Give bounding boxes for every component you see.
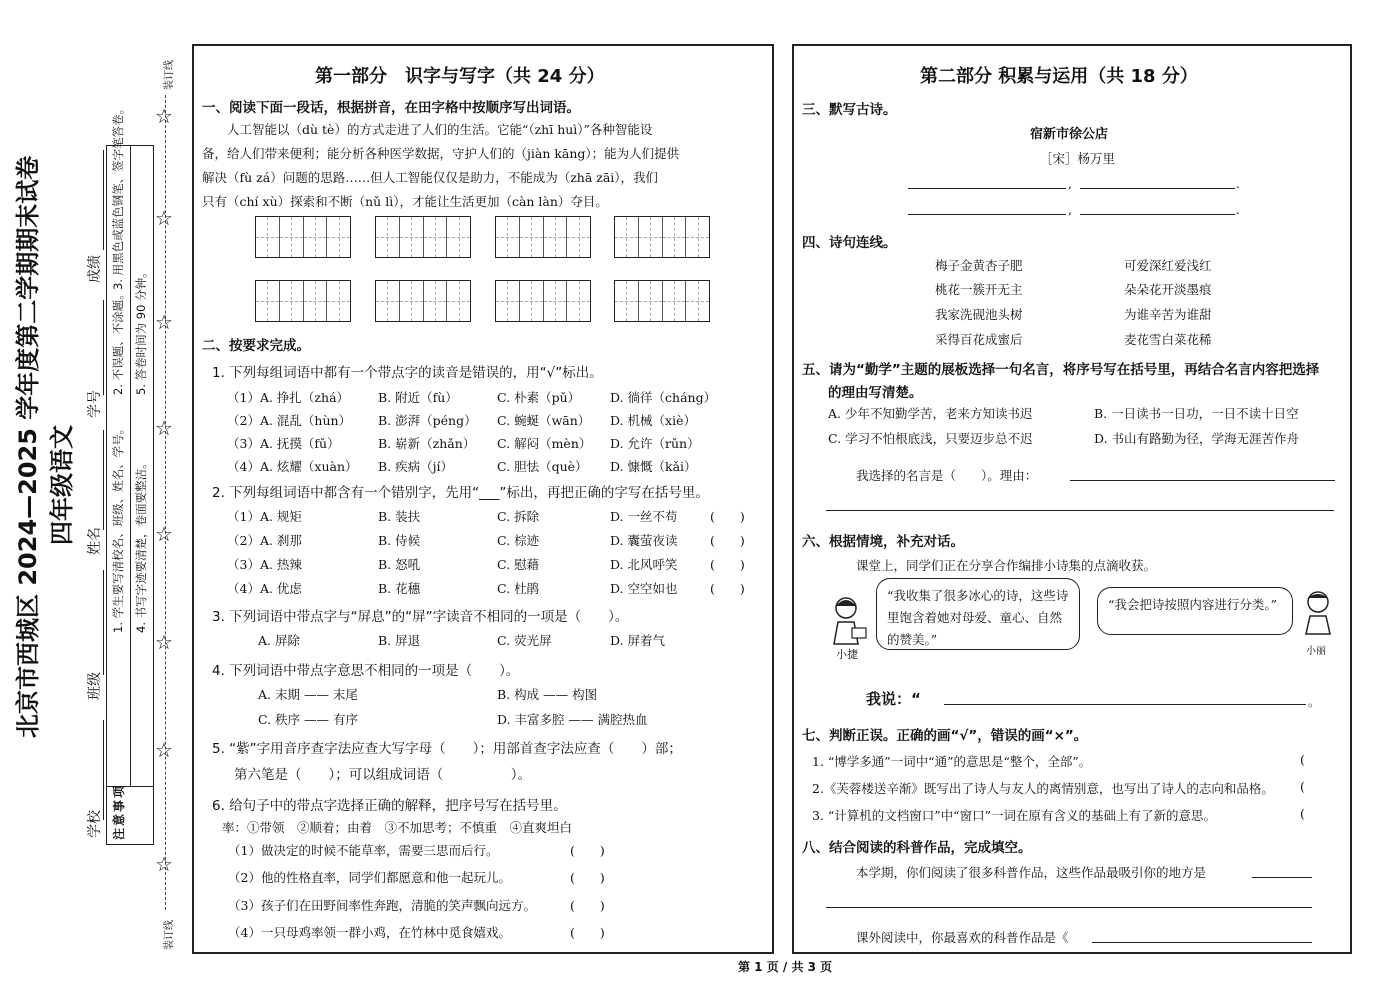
- binding-label-top: 装订线: [164, 60, 175, 90]
- i-say-label: 我说：“: [866, 690, 921, 708]
- part2-title: 第二部分 积累与运用（共 18 分）: [920, 66, 1198, 87]
- q5-option: C. 学习不怕根底浅，只要迈步总不迟: [828, 431, 1033, 446]
- q2-2-option: C. 慰藉: [497, 557, 540, 572]
- poem-line-right[interactable]: 可爱深红爱浅红: [1124, 258, 1212, 273]
- notice-item: 4. 书写字迹要清楚，卷面要整洁。: [134, 457, 148, 633]
- q8-prompt: 本学期，你们阅读了很多科普作品，这些作品最吸引你的地方是: [856, 865, 1207, 880]
- tianzige-box[interactable]: [255, 216, 351, 258]
- tianzige-box[interactable]: [375, 280, 471, 322]
- q2-3-option: B. 屏退: [378, 633, 421, 648]
- star-icon: ☆: [155, 852, 173, 876]
- q5-option: A. 少年不知勤学苦，老来方知读书迟: [828, 406, 1033, 421]
- exam-title: 北京市西城区 2024—2025 学年度第二学期期末试卷: [14, 155, 42, 738]
- q2-1-option: C. 朴素（pǔ）: [497, 390, 581, 405]
- q5-reason-blank[interactable]: [1070, 480, 1335, 481]
- class-label: 班级: [87, 672, 103, 700]
- q5-title-cont: 的理由写清楚。: [828, 385, 923, 401]
- answer-paren[interactable]: ( ): [710, 509, 745, 524]
- speaker-name-left: 小捷: [836, 648, 858, 661]
- poem-line-left[interactable]: 采得百花成蜜后: [935, 332, 1023, 347]
- tianzige-box[interactable]: [614, 216, 710, 258]
- tianzige-box[interactable]: [375, 216, 471, 258]
- q2-6-item: （4）一只母鸡率领一群小鸡，在竹林中觅食嬉戏。: [228, 925, 511, 940]
- answer-paren[interactable]: ( ): [570, 925, 605, 940]
- q2-1-option: B. 附近（fù）: [378, 390, 458, 405]
- q2-2-option: （2）A. 刹那: [227, 533, 302, 548]
- poem-line-right[interactable]: 为谁辛苦为谁甜: [1124, 307, 1212, 322]
- q1-passage-line: 只有（chí xù）探索和不断（nǔ lì），才能让生活更加（càn làn）夺目。: [202, 194, 608, 209]
- q7-item: 1. “博学多通”一词中“通”的意思是“整个，全部”。: [812, 754, 1092, 769]
- star-icon: ☆: [155, 522, 173, 546]
- poem-line-right[interactable]: 麦花雪白菜花稀: [1124, 332, 1212, 347]
- q5-option: B. 一日读书一日功，一日不读十日空: [1094, 406, 1299, 421]
- q2-1-option: B. 疾病（jí）: [378, 459, 454, 474]
- number-field[interactable]: [103, 300, 104, 395]
- q1-passage-line: 解决（fù zá）问题的思路……但人工智能仅仅是助力，不能成为（zhā zāi），我们: [202, 170, 659, 185]
- q2-1-title: 1. 下列每组词语中都有一个带点字的读音是错误的，用“√”标出。: [212, 365, 603, 381]
- notice-item: 5. 答卷时间为 90 分钟。: [134, 266, 148, 395]
- student-figure-icon: [826, 594, 872, 646]
- notice-item: 2. 不误题、不涂题。: [111, 288, 125, 395]
- speech-bubble-left: “我收集了很多冰心的诗，这些诗里饱含着她对母爱、童心、自然的赞美。”: [876, 578, 1080, 650]
- q2-2-option: （4）A. 优虑: [227, 581, 302, 596]
- tianzige-box[interactable]: [255, 280, 351, 322]
- number-label: 学号: [87, 390, 103, 418]
- q2-4-option: B. 构成 —— 构图: [497, 687, 598, 702]
- q8-blank[interactable]: [1092, 942, 1312, 943]
- poem-title: 宿新市徐公店: [1030, 127, 1109, 142]
- q4-title: 四、诗句连线。: [802, 235, 897, 251]
- star-icon: ☆: [155, 416, 173, 440]
- q7-item: 2.《芙蓉楼送辛渐》既写出了诗人与友人的离情别意，也写出了诗人的志向和品格。: [812, 781, 1274, 796]
- q2-6-item: （1）做决定的时候不能草率，需要三思而后行。: [228, 843, 499, 858]
- answer-paren[interactable]: ( ): [710, 533, 745, 548]
- q6-context: 课堂上，同学们正在分享合作编排小诗集的点滴收获。: [856, 558, 1157, 573]
- q2-2-option: B. 怒吼: [378, 557, 421, 572]
- q1-title: 一、阅读下面一段话，根据拼音，在田字格中按顺序写出词语。: [202, 100, 580, 116]
- school-field[interactable]: [103, 720, 104, 820]
- q2-1-option: C. 胆怯（què）: [497, 459, 588, 474]
- q5-reason-blank[interactable]: [826, 510, 1334, 511]
- q8-prompt: 课外阅读中，你最喜欢的科普作品是《: [856, 930, 1069, 945]
- school-label: 学校: [87, 810, 103, 838]
- i-say-blank[interactable]: [944, 704, 1306, 705]
- poem-line-left[interactable]: 梅子金黄杏子肥: [935, 258, 1023, 273]
- q2-5-line: 第六笔是（ ）；可以组成词语（ ）。: [234, 767, 531, 783]
- answer-paren[interactable]: (: [1300, 806, 1305, 821]
- page-number: 第 1 页 / 共 3 页: [738, 960, 833, 974]
- answer-paren[interactable]: ( ): [710, 557, 745, 572]
- q2-5-line: 5. “紫”字用音序查字法应查大写字母（ ）；用部首查字法应查（ ）部；: [212, 741, 682, 757]
- q2-2-option: D. 北风呼笑: [610, 557, 678, 572]
- q2-4-title: 4. 下列词语中带点字意思不相同的一项是（ ）。: [212, 663, 520, 679]
- q8-blank[interactable]: [1252, 877, 1312, 878]
- q2-2-option: （3）A. 热辣: [227, 557, 302, 572]
- answer-paren[interactable]: ( ): [710, 581, 745, 596]
- q2-2-title: 2. 下列每组词语中都含有一个错别字，先用“___”标出，再把正确的字写在括号里。: [212, 485, 709, 501]
- q6-title: 六、根据情境，补充对话。: [802, 534, 964, 550]
- q3-title: 三、默写古诗。: [802, 102, 897, 118]
- q2-2-option: D. 一丝不苟: [610, 509, 678, 524]
- star-icon: ☆: [155, 104, 173, 128]
- poem-line-left[interactable]: 桃花一簇开无主: [935, 282, 1023, 297]
- binding-label-bottom: 装订线: [164, 920, 175, 950]
- q2-4-option: C. 秩序 —— 有序: [258, 712, 359, 727]
- q2-1-option: （3）A. 抚摸（fǔ）: [227, 436, 340, 451]
- poem-blank[interactable]: [1080, 188, 1235, 189]
- answer-paren[interactable]: ( ): [570, 870, 605, 885]
- answer-paren[interactable]: (: [1300, 752, 1305, 767]
- poem-line-right[interactable]: 朵朵花开淡墨痕: [1124, 282, 1212, 297]
- q2-1-option: C. 蜿蜒（wān）: [497, 413, 591, 428]
- tianzige-box[interactable]: [495, 216, 591, 258]
- q2-2-option: C. 棕迹: [497, 533, 540, 548]
- notice-item: 3. 用黑色或蓝色钢笔、签字笔答卷。: [111, 102, 125, 290]
- speaker-name-right: 小丽: [1306, 646, 1326, 657]
- notice-item: 1. 学生要写清校名、班级、姓名、学号。: [111, 422, 125, 633]
- q2-1-option: D. 徜徉（cháng）: [610, 390, 717, 405]
- q2-1-option: C. 解闷（mèn）: [497, 436, 592, 451]
- q2-4-option: A. 末期 —— 末尾: [258, 687, 358, 702]
- q5-title: 五、请为“勤学”主题的展板选择一句名言，将序号写在括号里，再结合名言内容把选择: [802, 362, 1320, 378]
- part1-title: 第一部分 识字与写字（共 24 分）: [315, 66, 605, 87]
- q2-1-option: （2）A. 混乱（hùn）: [227, 413, 352, 428]
- star-icon: ☆: [155, 206, 173, 230]
- answer-paren[interactable]: ( ): [570, 843, 605, 858]
- q2-1-option: B. 澎湃（péng）: [378, 413, 477, 428]
- q8-title: 八、结合阅读的科普作品，完成填空。: [802, 840, 1032, 856]
- poem-blank[interactable]: [1080, 214, 1235, 215]
- q8-blank[interactable]: [826, 907, 1312, 908]
- star-icon: ☆: [155, 310, 173, 334]
- q1-passage-line: 备，给人们带来便利；能分析各种医学数据，守护人们的（jiàn kāng）；能为人们提供: [202, 146, 680, 161]
- name-label: 姓名: [87, 527, 103, 555]
- class-field[interactable]: [103, 570, 104, 675]
- answer-paren[interactable]: ( ): [570, 898, 605, 913]
- q2-2-option: C. 拆除: [497, 509, 540, 524]
- answer-paren[interactable]: (: [1300, 779, 1305, 794]
- q2-title: 二、按要求完成。: [202, 338, 310, 354]
- i-say-end: 。: [1308, 694, 1321, 709]
- poem-author: ［宋］杨万里: [1040, 151, 1116, 166]
- q7-item: 3. “计算机的文档窗口”中“窗口”一词在原有含义的基础上有了新的意思。: [812, 808, 1216, 823]
- score-label: 成绩: [87, 255, 103, 283]
- score-field[interactable]: [103, 150, 104, 250]
- q5-option: D. 书山有路勤为径，学海无涯苦作舟: [1094, 431, 1300, 446]
- q2-3-option: D. 屏着气: [610, 633, 666, 648]
- q2-4-option: D. 丰富多腔 —— 满腔热血: [497, 712, 648, 727]
- poem-blank[interactable]: [908, 188, 1066, 189]
- tianzige-box[interactable]: [614, 280, 710, 322]
- q2-1-option: （4）A. 炫耀（xuàn）: [227, 459, 358, 474]
- q5-answer-prompt: 我选择的名言是（ ）。理由：: [856, 468, 1038, 483]
- q2-2-option: C. 杜鹃: [497, 581, 540, 596]
- q2-1-option: B. 崭新（zhǎn）: [378, 436, 476, 451]
- q2-1-option: D. 机械（xiè）: [610, 413, 696, 428]
- q2-6-definitions: 率：①带领 ②顺着；由着 ③不加思考；不慎重 ④直爽坦白: [222, 820, 573, 835]
- q2-1-option: （1）A. 挣扎（zhá）: [227, 390, 350, 405]
- q2-2-option: （1）A. 规矩: [227, 509, 302, 524]
- q2-2-option: D. 空空如也: [610, 581, 678, 596]
- q2-2-option: B. 花穗: [378, 581, 421, 596]
- q2-6-title: 6. 给句子中的带点字选择正确的解释，把序号写在括号里。: [212, 798, 567, 814]
- speech-bubble-right: “我会把诗按照内容进行分类。”: [1097, 587, 1293, 635]
- q2-2-option: B. 侍候: [378, 533, 421, 548]
- q2-1-option: D. 慷慨（kǎi）: [610, 459, 697, 474]
- q7-title: 七、判断正误。正确的画“√”，错误的画“×”。: [802, 728, 1088, 744]
- star-icon: ☆: [155, 738, 173, 762]
- poem-blank[interactable]: [908, 214, 1066, 215]
- name-field[interactable]: [103, 430, 104, 530]
- subject-title: 四年级语文: [48, 425, 76, 545]
- q2-3-option: C. 荧光屏: [497, 633, 552, 648]
- student-figure-icon: [1298, 588, 1338, 636]
- q2-2-option: D. 囊萤夜读: [610, 533, 678, 548]
- q2-2-option: B. 装扶: [378, 509, 421, 524]
- q2-3-title: 3. 下列词语中带点字与“屏息”的“屏”字读音不相同的一项是（ ）。: [212, 609, 629, 625]
- q1-passage-line: 人工智能以（dù tè）的方式走进了人们的生活。它能“（zhī huì）”各种智能设: [202, 122, 653, 137]
- notice-label: 注意事项: [112, 783, 126, 840]
- q2-6-item: （2）他的性格直率，同学们都愿意和他一起玩儿。: [228, 870, 511, 885]
- q2-1-option: D. 允许（rǔn）: [610, 436, 700, 451]
- star-icon: ☆: [155, 630, 173, 654]
- poem-line-left[interactable]: 我家洗砚池头树: [935, 307, 1023, 322]
- q2-3-option: A. 屏除: [258, 633, 300, 648]
- tianzige-box[interactable]: [495, 280, 591, 322]
- q2-6-item: （3）孩子们在田野间率性奔跑，清脆的笑声飘向远方。: [228, 898, 536, 913]
